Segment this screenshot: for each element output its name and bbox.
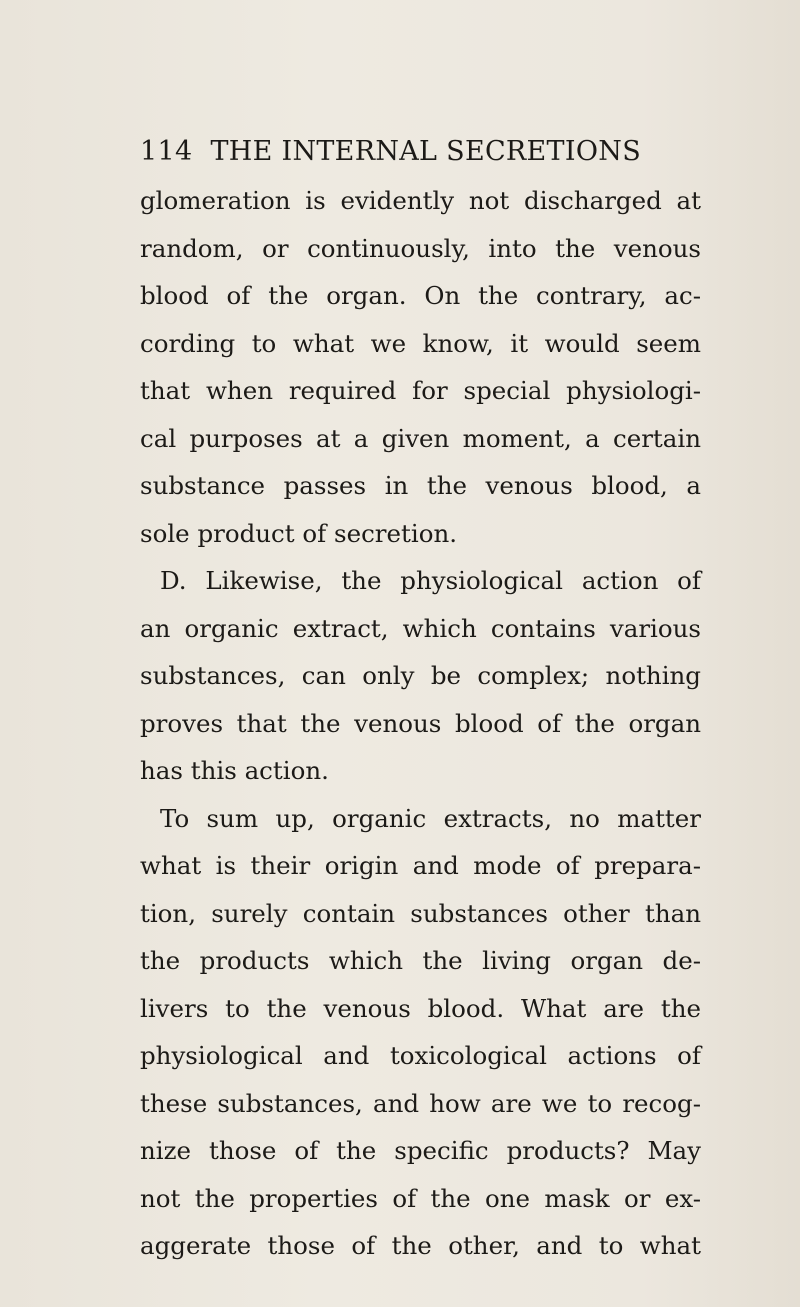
text-line: sole product of secretion. — [140, 518, 458, 548]
text-line: tion, surely contain substances other than — [140, 898, 701, 928]
text-line: proves that the venous blood of the organ — [140, 708, 701, 738]
text-line: an organic extract, which contains various — [140, 613, 701, 643]
running-title: THE INTERNAL SECRETIONS — [210, 136, 641, 167]
text-line: blood of the organ. On the contrary, ac- — [140, 281, 701, 310]
text-line: the products which the living organ de- — [140, 946, 701, 975]
text-line: livers to the venous blood. What are the — [140, 993, 701, 1023]
text-line: cording to what we know, it would seem — [140, 328, 701, 358]
text-line: glomeration is evidently not discharged at — [140, 186, 701, 215]
body-text — [140, 177, 701, 1270]
text-line: substance passes in the venous blood, a — [140, 471, 701, 500]
text-line: aggerate those of the other, and to what — [140, 1231, 701, 1260]
text-line: not the properties of the one mask or ex- — [140, 1183, 701, 1213]
text-line: D. Likewise, the physiological action of — [160, 566, 701, 595]
text-line: physiological and toxicological actions of — [140, 1041, 701, 1070]
text-line: has this action. — [140, 756, 329, 785]
text-line: these substances, and how are we to recog- — [140, 1088, 701, 1118]
running-head — [140, 136, 700, 180]
text-line: that when required for special physiologi- — [140, 376, 701, 405]
text-line: nize those of the specific products? May — [140, 1136, 701, 1165]
text-line: cal purposes at a given moment, a certain — [140, 423, 701, 453]
page-number: 114 — [140, 136, 193, 167]
text-line: random, or continuously, into the venous — [140, 233, 701, 263]
text-line: what is their origin and mode of prepara- — [140, 851, 701, 880]
text-line: To sum up, organic extracts, no matter — [160, 803, 701, 833]
text-line: substances, can only be complex; nothing — [140, 661, 701, 690]
